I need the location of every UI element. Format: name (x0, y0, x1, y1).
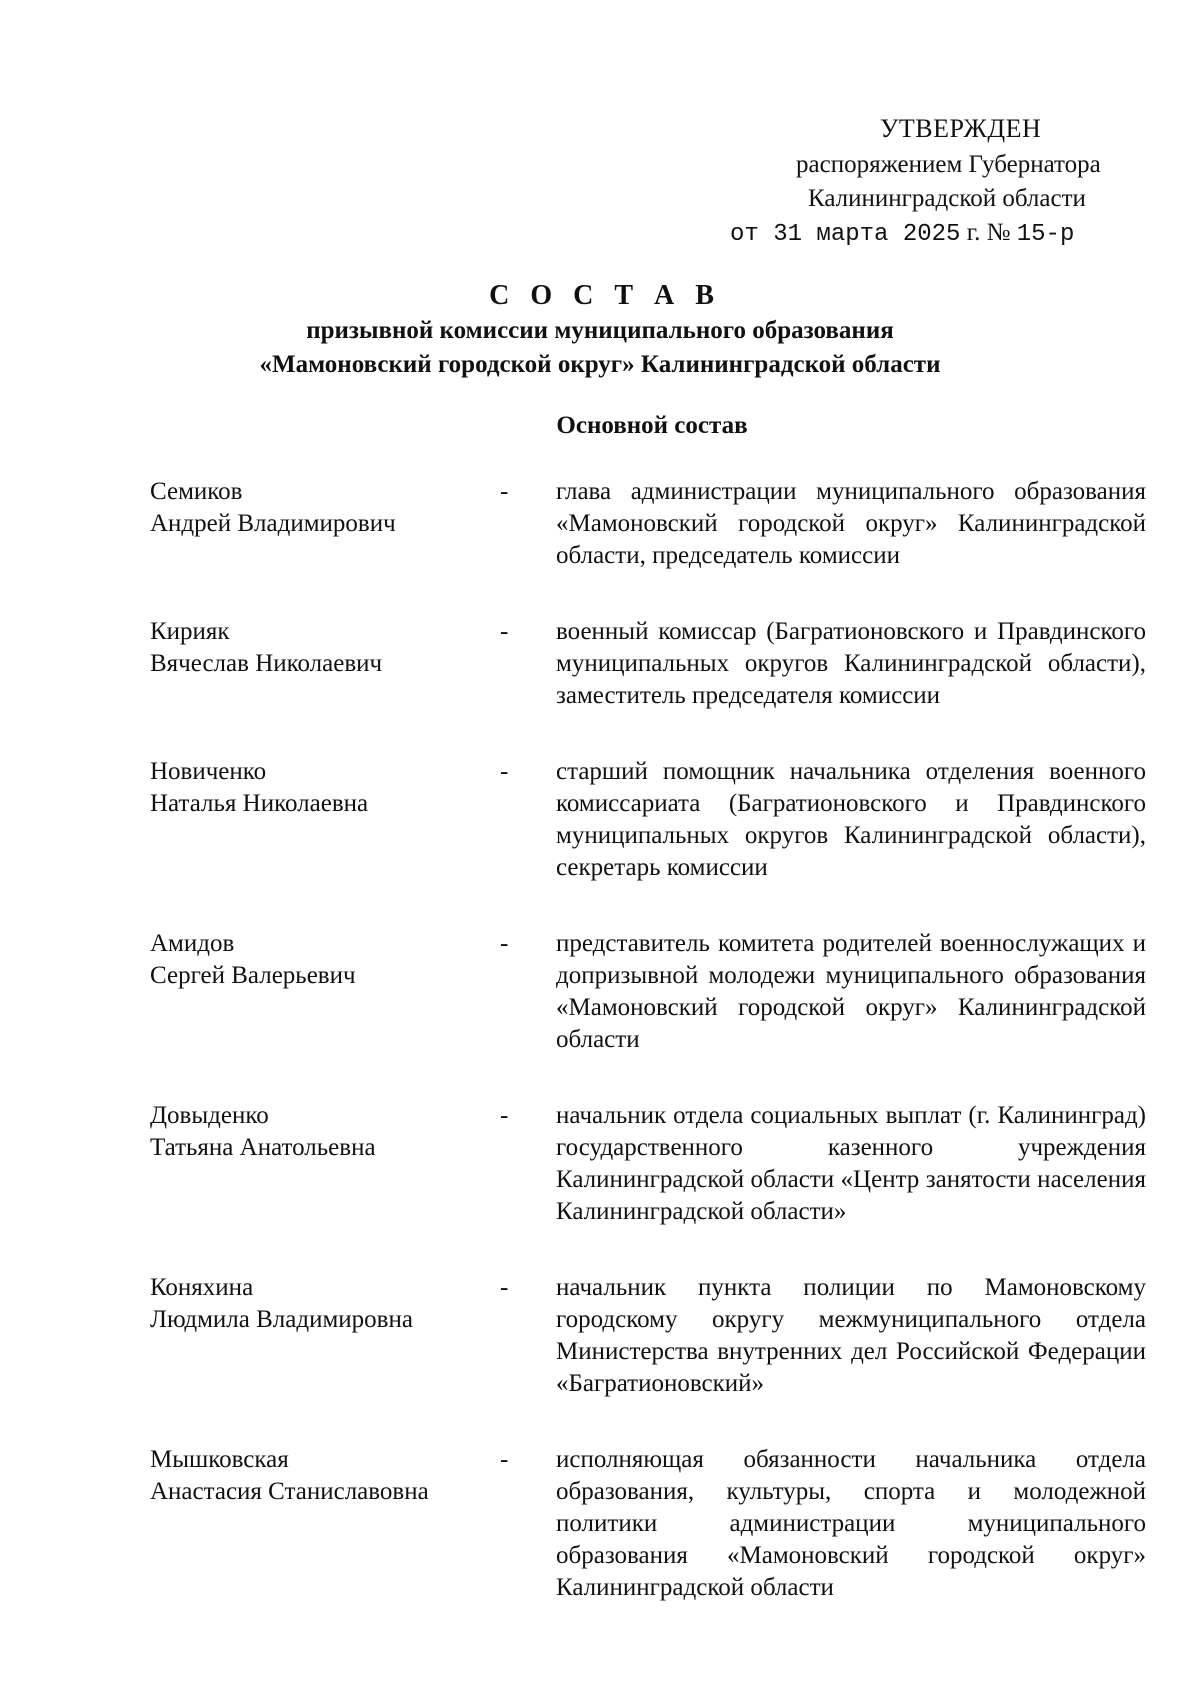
member-surname: Новиченко (150, 758, 267, 785)
member-dash: - (500, 930, 509, 957)
member-role: начальник пункта полиции по Мамоновскому городскому округу межмуниципального отдела Министерства внутренних дел Российской Федерации «Багратионовский» (556, 1274, 1146, 1397)
member-given-names: Сергей Валерьевич (150, 962, 356, 989)
member-surname: Кирияк (150, 618, 230, 645)
member-name (150, 476, 500, 540)
document-heading (0, 278, 1200, 382)
section-title: Основной состав (556, 412, 748, 439)
document-title: С О С Т А В (489, 280, 721, 311)
approval-line-1: распоряжением Губернатора (796, 151, 1101, 178)
member-given-names: Татьяна Анатольевна (150, 1134, 376, 1161)
member-given-names: Вячеслав Николаевич (150, 650, 383, 677)
approval-title: УТВЕРЖДЕН (880, 114, 1042, 143)
member-role: военный комиссар (Багратионовского и Правдинского муниципальных округов Калининградской области), заместитель председателя комиссии (556, 618, 1146, 709)
member-name (150, 1444, 500, 1508)
member-name (150, 928, 500, 992)
member-row (150, 928, 1146, 1056)
member-dash: - (500, 1102, 509, 1129)
approval-number: 15-р (1016, 221, 1075, 248)
member-dash: - (500, 478, 509, 505)
member-dash: - (500, 758, 509, 785)
member-row (150, 476, 1146, 572)
member-surname: Мышковская (150, 1446, 289, 1473)
document-subtitle-line-2: «Мамоновский городской округ» Калининградской области (259, 351, 941, 378)
member-given-names: Наталья Николаевна (150, 790, 369, 817)
member-dash: - (500, 1446, 509, 1473)
member-surname: Амидов (150, 930, 235, 957)
members-list (150, 476, 1146, 1604)
member-role: исполняющая обязанности начальника отдела образования, культуры, спорта и молодежной политики администрации муниципального образования «Мамоновский городской округ» Калининградской области (556, 1446, 1146, 1601)
approval-line-2: Калининградской области (808, 185, 1086, 212)
member-dash: - (500, 618, 509, 645)
member-row (150, 1444, 1146, 1604)
member-role: начальник отдела социальных выплат (г. Калининград) государственного казенного учреждения Калининградской области «Центр занятости населения Калининградской области» (556, 1102, 1146, 1225)
member-given-names: Анастасия Станиславовна (150, 1478, 429, 1505)
member-name (150, 1100, 500, 1164)
member-role: глава администрации муниципального образования «Мамоновский городской округ» Калининградской области, председатель комиссии (556, 478, 1146, 569)
approval-date-mid: г. № (960, 219, 1017, 246)
member-surname: Довыденко (150, 1102, 269, 1129)
member-row (150, 616, 1146, 712)
member-role: старший помощник начальника отделения военного комиссариата (Багратионовского и Правдинского муниципальных округов Калининградской области), секретарь комиссии (556, 758, 1146, 881)
member-surname: Коняхина (150, 1274, 254, 1301)
member-given-names: Андрей Владимирович (150, 510, 396, 537)
member-dash: - (500, 1274, 509, 1301)
approval-date: от 31 марта 2025 (730, 221, 961, 248)
member-row (150, 1100, 1146, 1228)
member-name (150, 616, 500, 680)
member-name (150, 756, 500, 820)
member-row (150, 1272, 1146, 1400)
member-role: представитель комитета родителей военнослужащих и допризывной молодежи муниципального образования «Мамоновский городской округ» Калининградской области (556, 930, 1146, 1053)
document-subtitle-line-1: призывной комиссии муниципального образования (306, 317, 894, 344)
member-surname: Семиков (150, 478, 243, 505)
member-name (150, 1272, 500, 1336)
approval-date-line (730, 216, 1074, 252)
member-given-names: Людмила Владимировна (150, 1306, 413, 1333)
member-row (150, 756, 1146, 884)
